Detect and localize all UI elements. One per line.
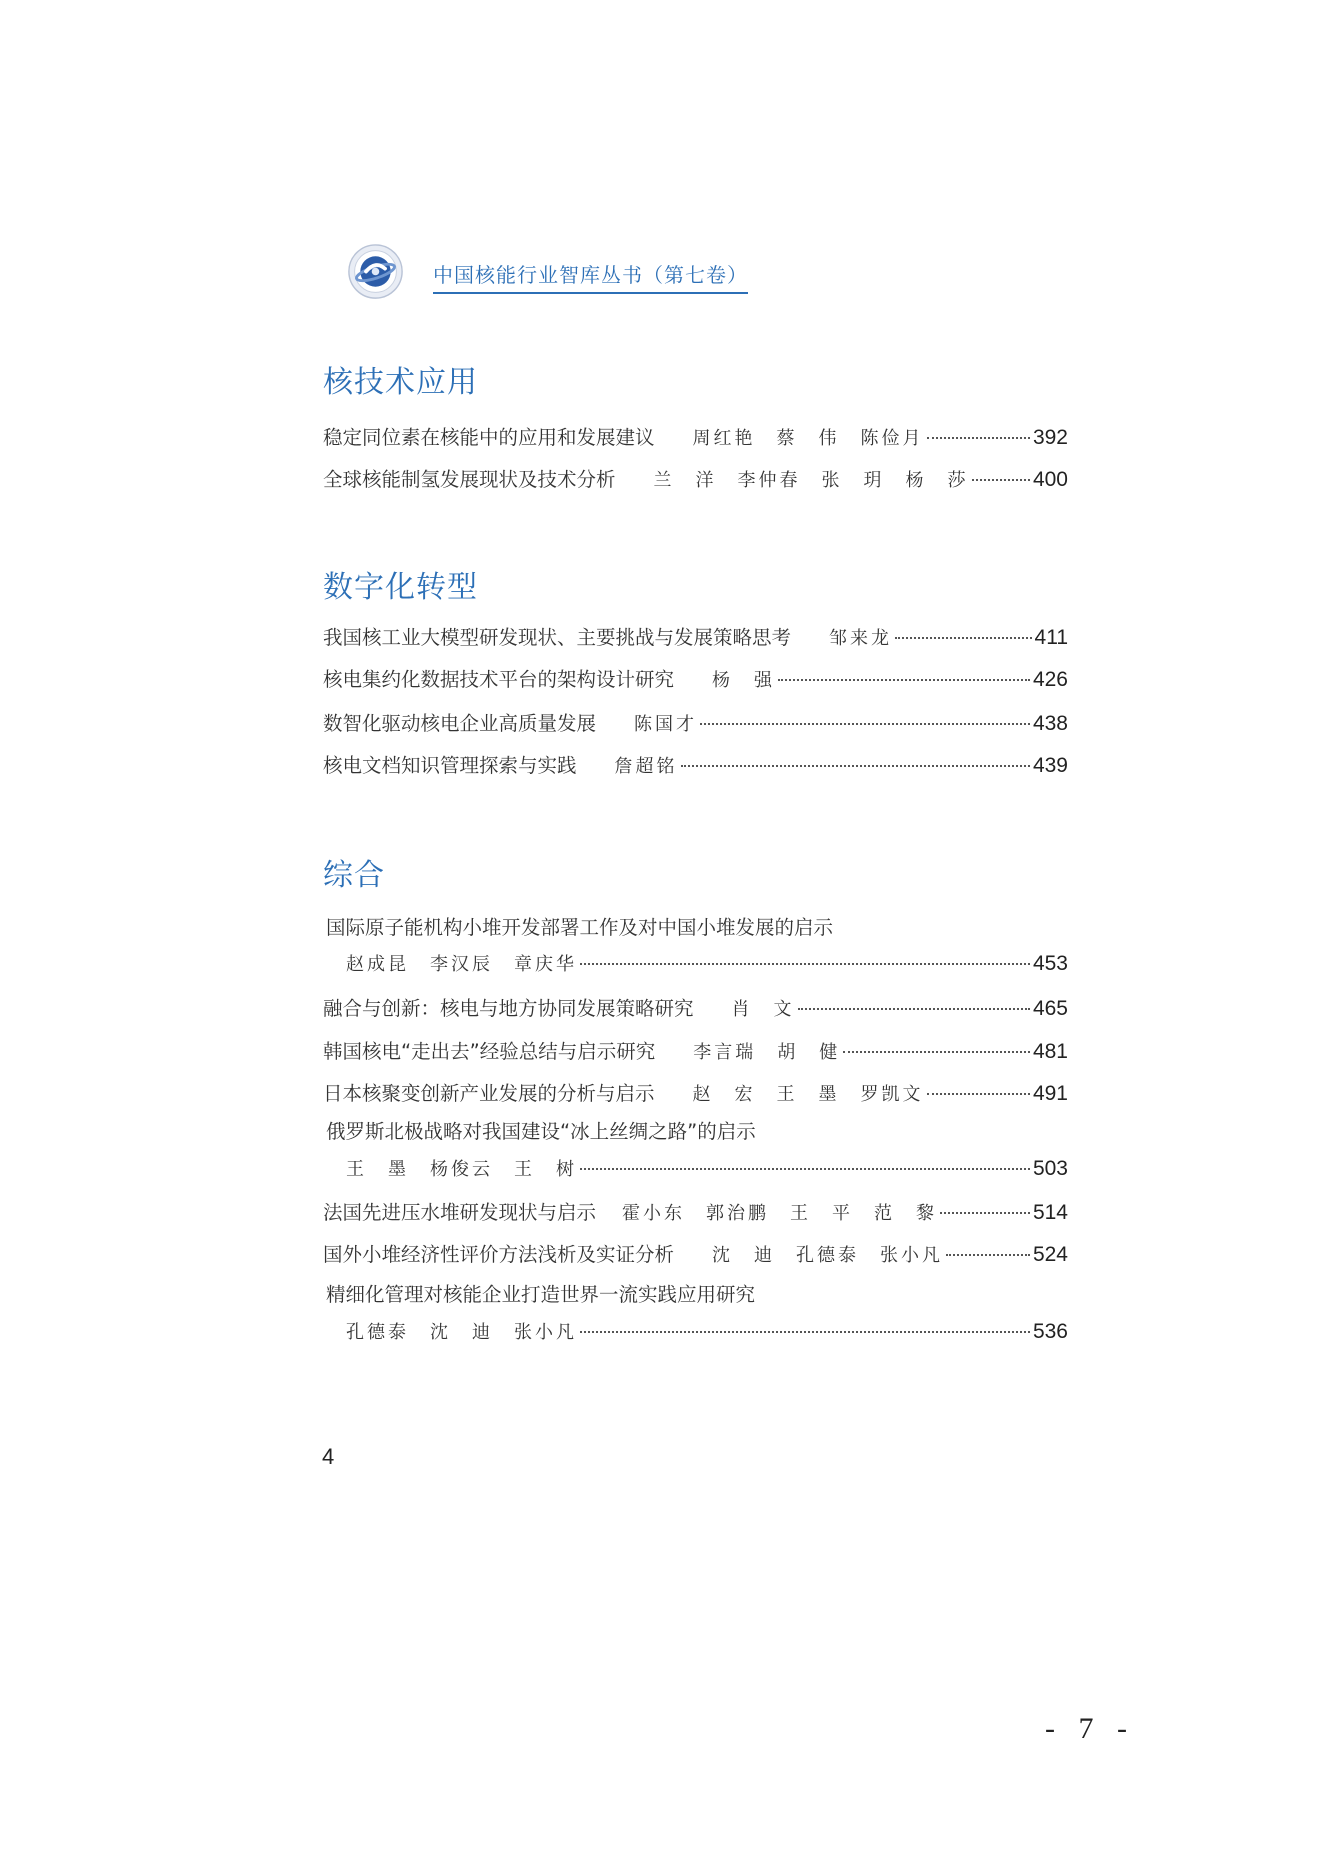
entry-authors: 邹来龙 — [829, 628, 893, 649]
dot-leader — [580, 963, 1030, 965]
entry-page: 438 — [1032, 712, 1068, 735]
toc-entry[interactable] — [323, 1078, 1068, 1112]
entry-page: 426 — [1032, 668, 1068, 691]
entry-title: 我国核工业大模型研发现状、主要挑战与发展策略思考 — [323, 626, 792, 649]
entry-authors: 赵 宏 王 墨 罗凯文 — [692, 1084, 924, 1105]
entry-page: 524 — [1032, 1243, 1068, 1266]
dot-leader — [681, 765, 1030, 767]
entry-page: 453 — [1032, 952, 1068, 975]
toc-entry-continuation[interactable] — [346, 1318, 1068, 1352]
dot-leader — [580, 1331, 1030, 1333]
toc-entry[interactable] — [323, 464, 1068, 498]
entry-title: 数智化驱动核电企业高质量发展 — [323, 712, 597, 735]
entry-page: 503 — [1032, 1157, 1068, 1180]
toc-entry[interactable] — [323, 750, 1068, 784]
entry-title[interactable]: 俄罗斯北极战略对我国建设“冰上丝绸之路”的启示 — [326, 1120, 756, 1143]
entry-title: 全球核能制氢发展现状及技术分析 — [323, 468, 616, 491]
toc-entry[interactable] — [323, 622, 1068, 656]
section-title-nuclear-tech: 核技术应用 — [323, 365, 478, 400]
dot-leader — [580, 1168, 1030, 1170]
entry-title: 日本核聚变创新产业发展的分析与启示 — [323, 1082, 655, 1105]
dot-leader — [798, 1008, 1030, 1010]
entry-title[interactable]: 精细化管理对核能企业打造世界一流实践应用研究 — [326, 1283, 756, 1306]
dot-leader — [927, 1093, 1030, 1095]
toc-entry[interactable] — [323, 993, 1068, 1027]
section-title-general: 综合 — [323, 858, 385, 893]
series-title: 中国核能行业智库丛书（第七卷） — [433, 259, 748, 294]
entry-authors: 李言瑞 胡 健 — [693, 1042, 841, 1063]
toc-entry[interactable] — [323, 708, 1068, 742]
entry-authors: 杨 强 — [712, 670, 776, 691]
entry-page: 514 — [1032, 1201, 1068, 1224]
toc-entry[interactable] — [323, 422, 1068, 456]
entry-authors: 霍小东 郭治鹏 王 平 范 黎 — [622, 1203, 938, 1224]
dot-leader — [843, 1051, 1030, 1053]
book-page-number: 4 — [322, 1444, 335, 1469]
entry-title: 韩国核电“走出去”经验总结与启示研究 — [323, 1040, 656, 1063]
entry-title: 融合与创新：核电与地方协同发展策略研究 — [323, 997, 694, 1020]
entry-page: 411 — [1034, 626, 1068, 649]
entry-title: 国外小堆经济性评价方法浅析及实证分析 — [323, 1243, 675, 1266]
entry-authors: 陈国才 — [634, 714, 698, 735]
entry-page: 392 — [1032, 426, 1068, 449]
entry-authors: 肖 文 — [731, 999, 795, 1020]
toc-entry[interactable] — [323, 1036, 1068, 1070]
dot-leader — [972, 479, 1030, 481]
entry-page: 481 — [1032, 1040, 1068, 1063]
entry-title[interactable]: 国际原子能机构小堆开发部署工作及对中国小堆发展的启示 — [326, 916, 834, 939]
entry-title: 核电集约化数据技术平台的架构设计研究 — [323, 668, 675, 691]
entry-authors: 赵成昆 李汉辰 章庆华 — [346, 954, 577, 975]
section-title-digital-transformation: 数字化转型 — [323, 570, 478, 605]
entry-page: 536 — [1032, 1320, 1068, 1343]
dot-leader — [895, 637, 1032, 639]
cnea-logo-icon — [347, 243, 404, 300]
toc-entry[interactable] — [323, 664, 1068, 698]
toc-entry-continuation[interactable] — [346, 950, 1068, 984]
entry-title: 核电文档知识管理探索与实践 — [323, 754, 577, 777]
dot-leader — [940, 1212, 1030, 1214]
entry-authors: 沈 迪 孔德泰 张小凡 — [712, 1245, 944, 1266]
document-page-number: - 7 - — [1045, 1712, 1135, 1745]
entry-authors: 王 墨 杨俊云 王 树 — [346, 1159, 577, 1180]
toc-entry-continuation[interactable] — [346, 1155, 1068, 1189]
dot-leader — [927, 437, 1030, 439]
entry-page: 491 — [1032, 1082, 1068, 1105]
entry-title: 稳定同位素在核能中的应用和发展建议 — [323, 426, 655, 449]
entry-authors: 兰 洋 李仲春 张 玥 杨 莎 — [653, 470, 969, 491]
dot-leader — [700, 723, 1030, 725]
dot-leader — [946, 1254, 1030, 1256]
toc-entry[interactable] — [323, 1197, 1068, 1231]
entry-authors: 孔德泰 沈 迪 张小凡 — [346, 1322, 577, 1343]
entry-page: 439 — [1032, 754, 1068, 777]
entry-authors: 周红艳 蔡 伟 陈俭月 — [692, 428, 924, 449]
entry-page: 400 — [1032, 468, 1068, 491]
entry-page: 465 — [1032, 997, 1068, 1020]
entry-title: 法国先进压水堆研发现状与启示 — [323, 1201, 597, 1224]
toc-entry[interactable] — [323, 1239, 1068, 1273]
entry-authors: 詹超铭 — [614, 756, 678, 777]
dot-leader — [778, 679, 1030, 681]
